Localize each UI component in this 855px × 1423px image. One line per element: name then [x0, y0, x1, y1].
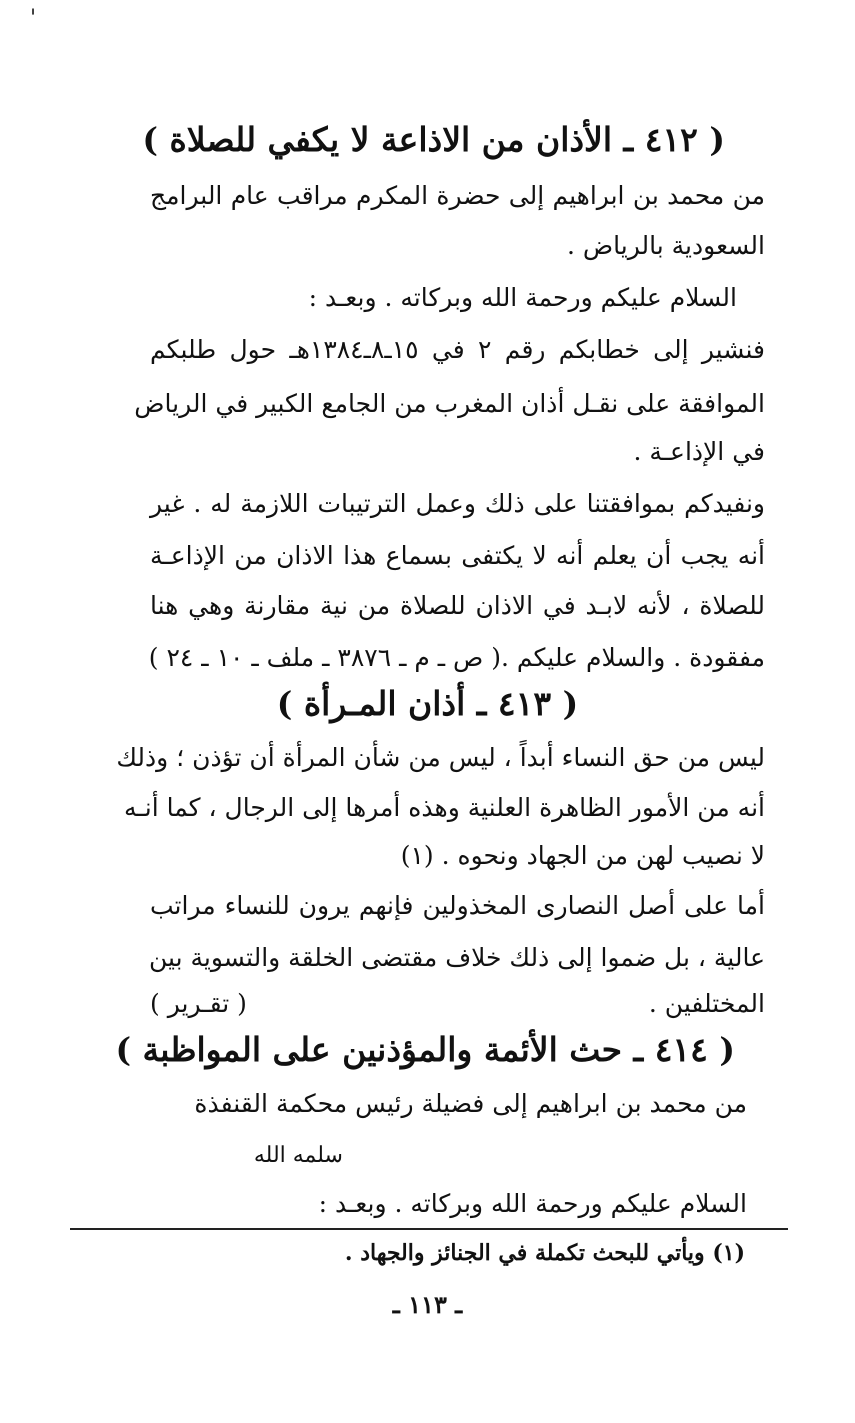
section-412-line: السعودية بالرياض .: [567, 231, 765, 260]
section-412-line: فنشير إلى خطابكم رقم ٢ في ١٥ـ٨ـ١٣٨٤هـ حول طلبكم: [150, 335, 765, 364]
section-412-closing-line: [150, 638, 765, 678]
corner-mark: ': [30, 6, 37, 31]
section-414-line: سلمه الله: [253, 1143, 343, 1168]
section-412-line: السلام عليكم ورحمة الله وبركاته . وبعـد :: [308, 283, 737, 312]
section-412-line: من محمد بن ابراهيم إلى حضرة المكرم مراقب عام البرامج: [150, 181, 765, 210]
section-412-line: للصلاة ، لأنه لابـد في الاذان للصلاة من نية مقارنة وهي هنا: [150, 591, 765, 620]
section-412-closing-text: مفقودة . والسلام عليكم .: [500, 643, 765, 672]
section-412-reference: ( ص ـ م ـ ٣٨٧٦ ـ ملف ـ ١٠ ـ ٢٤ ): [148, 643, 501, 672]
section-413-line: عالية ، بل ضموا إلى ذلك خلاف مقتضى الخلقة والتسوية بين: [149, 943, 765, 972]
section-413-line: أنه من الأمور الظاهرة العلنية وهذه أمرها إلى الرجال ، كما أنـه: [124, 793, 765, 822]
section-412-heading: ( ٤١٢ ـ الأذان من الاذاعة لا يكفي للصلاة ): [142, 120, 725, 159]
page-number: ـ ١١٣ ـ: [392, 1290, 463, 1319]
section-413-line: أما على أصل النصارى المخذولين فإنهم يرون للنساء مراتب: [150, 891, 765, 920]
section-413-reference: ( تقـرير ): [150, 989, 247, 1018]
section-413-closing-text: المختلفين .: [648, 989, 765, 1018]
section-413-line: لا نصيب لهن من الجهاد ونحوه . (١): [400, 841, 765, 870]
section-414-line: السلام عليكم ورحمة الله وبركاته . وبعـد :: [318, 1189, 747, 1218]
section-414-heading: ( ٤١٤ ـ حث الأئمة والمؤذنين على المواظبة ): [115, 1030, 735, 1069]
section-412-line: ونفيدكم بموافقتنا على ذلك وعمل الترتيبات اللازمة له . غير: [150, 489, 765, 518]
section-413-line: ليس من حق النساء أبداً ، ليس من شأن المرأة أن تؤذن ؛ وذلك: [116, 743, 765, 772]
footnote: (١) ويأتي للبحث تكملة في الجنائز والجهاد .: [344, 1240, 745, 1266]
section-412-line: أنه يجب أن يعلم أنه لا يكتفى بسماع هذا الاذان من الإذاعـة: [150, 541, 765, 570]
section-413-closing-line: [150, 984, 765, 1024]
section-413-heading: ( ٤١٣ ـ أذان المـرأة ): [276, 684, 579, 723]
section-412-line: في الإذاعـة .: [633, 437, 765, 466]
section-414-line: من محمد بن ابراهيم إلى فضيلة رئيس محكمة القنفذة: [194, 1089, 747, 1118]
footnote-divider: [70, 1228, 788, 1230]
section-412-line: الموافقة على نقـل أذان المغرب من الجامع الكبير في الرياض: [134, 389, 765, 418]
